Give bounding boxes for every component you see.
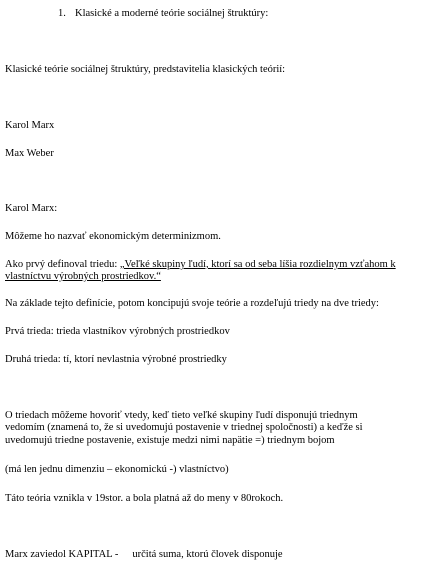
representative-marx: Karol Marx	[5, 120, 55, 131]
dimension-paragraph: (má len jednu dimenziu – ekonomickú -) vlastníctvo)	[5, 464, 229, 475]
intro-paragraph: Klasické teórie sociálnej štruktúry, predstavitelia klasických teórií:	[5, 64, 286, 75]
heading-number: 1.	[58, 8, 66, 19]
definition-quote-part-1: „Veľké skupiny ľudí, ktorí sa od seba líšia rozdielnym vzťahom k	[119, 259, 396, 270]
second-class-paragraph: Druhá trieda: tí, ktorí nevlastnia výrobné prostriedky	[5, 354, 227, 365]
conflict-line-1: O triedach môžeme hovoriť vtedy, keď tieto veľké skupiny ľudí disponujú triednym	[5, 410, 358, 421]
definition-quote-part-2: vlastníctvu výrobných prostriedkov.“	[5, 271, 161, 282]
capital-term: Marx zaviedol KAPITAL -	[5, 549, 119, 560]
conflict-line-2: vedomím (znamená to, že si uvedomujú postavenie v triednej spoločnosti) a keďže si	[5, 422, 363, 433]
definition-prefix: Ako prvý definoval triedu:	[5, 259, 120, 270]
determinism-paragraph: Môžeme ho nazvať ekonomickým determinizmom.	[5, 231, 221, 242]
capital-definition: určitá suma, ktorú človek disponuje	[132, 549, 283, 560]
definition-line-1	[5, 259, 396, 271]
conflict-line-3: uvedomujú triedne postavenie, existuje medzi nimi napätie =) triednym bojom	[5, 435, 335, 446]
origin-paragraph: Táto teória vznikla v 19stor. a bola platná až do meny v 80rokoch.	[5, 493, 284, 504]
marx-subheading: Karol Marx:	[5, 203, 58, 214]
capital-paragraph	[5, 549, 283, 561]
heading-text: Klasické a moderné teórie sociálnej štruktúry:	[75, 8, 269, 19]
section-heading	[58, 8, 268, 20]
representative-weber: Max Weber	[5, 148, 54, 159]
first-class-paragraph: Prvá trieda: trieda vlastníkov výrobných prostriedkov	[5, 326, 230, 337]
basis-paragraph: Na základe tejto definície, potom koncipujú svoje teórie a rozdeľujú triedy na dve triedy:	[5, 298, 379, 309]
